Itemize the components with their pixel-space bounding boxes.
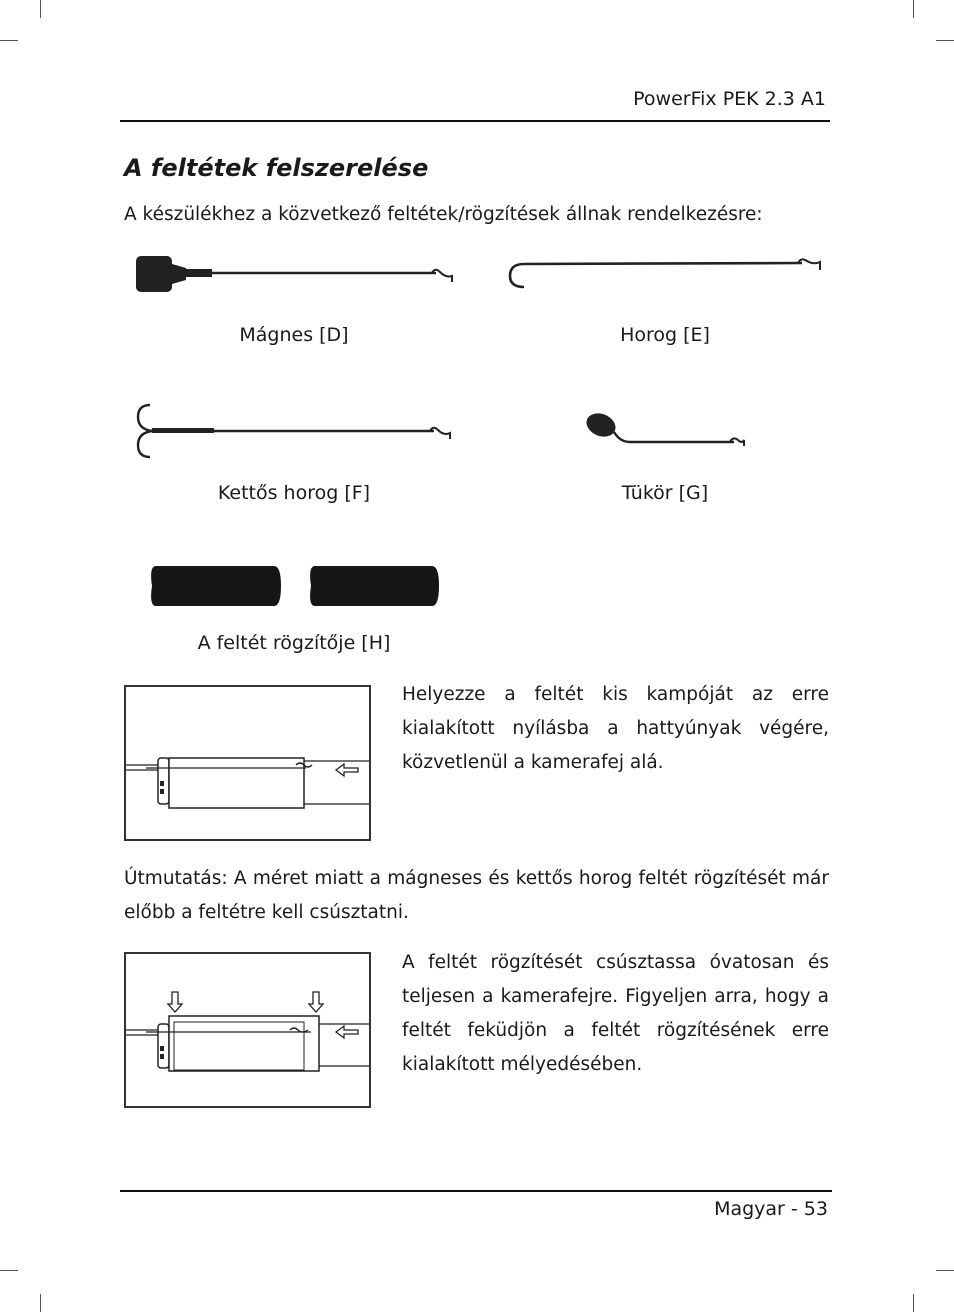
crop-mark (40, 1294, 41, 1312)
attachment-caption-holder: A feltét rögzítője [H] (197, 632, 391, 654)
step2-text: A feltét rögzítését csúsztassa óvatosan és teljesen a kamerafejre. Figyeljen arra, hogy a feltét feküdjön a feltét rögzítésének erre kialakított mélyedésében. (402, 952, 829, 1075)
crop-mark (40, 0, 41, 18)
step1-illustration (124, 685, 371, 841)
attachment-holder-icon (148, 564, 440, 608)
double-hook-attachment-icon (130, 400, 456, 462)
header-product-name: PowerFix PEK 2.3 A1 (633, 88, 826, 110)
attachment-caption-mirror: Tükör [G] (621, 482, 709, 504)
header-rule (120, 120, 830, 122)
crop-mark (0, 1270, 18, 1271)
attachment-caption-hook: Horog [E] (620, 324, 710, 346)
crop-mark (0, 40, 18, 41)
magnet-attachment-icon (132, 250, 456, 298)
note-text: Útmutatás: A méret miatt a mágneses és kettős horog feltét rögzítését már előbb a feltétre kell csúsztatni. (124, 868, 829, 923)
hook-attachment-icon (502, 254, 826, 294)
step2-illustration (124, 952, 371, 1108)
step1-text: Helyezze a feltét kis kampóját az erre kialakított nyílásba a hattyúnyak végére, közvetlenül a kamerafej alá. (402, 684, 829, 773)
attachment-caption-double-hook: Kettős horog [F] (217, 482, 371, 504)
footer-rule (120, 1190, 832, 1192)
page-number: Magyar - 53 (714, 1198, 828, 1220)
attachment-caption-magnet: Mágnes [D] (239, 324, 349, 346)
section-title: A feltétek felszerelése (124, 154, 429, 182)
mirror-attachment-icon (584, 406, 748, 452)
crop-mark (936, 40, 954, 41)
section-intro: A készülékhez a közvetkező feltétek/rögzítések állnak rendelkezésre: (124, 204, 763, 225)
crop-mark (913, 1294, 914, 1312)
crop-mark (936, 1270, 954, 1271)
crop-mark (913, 0, 914, 18)
